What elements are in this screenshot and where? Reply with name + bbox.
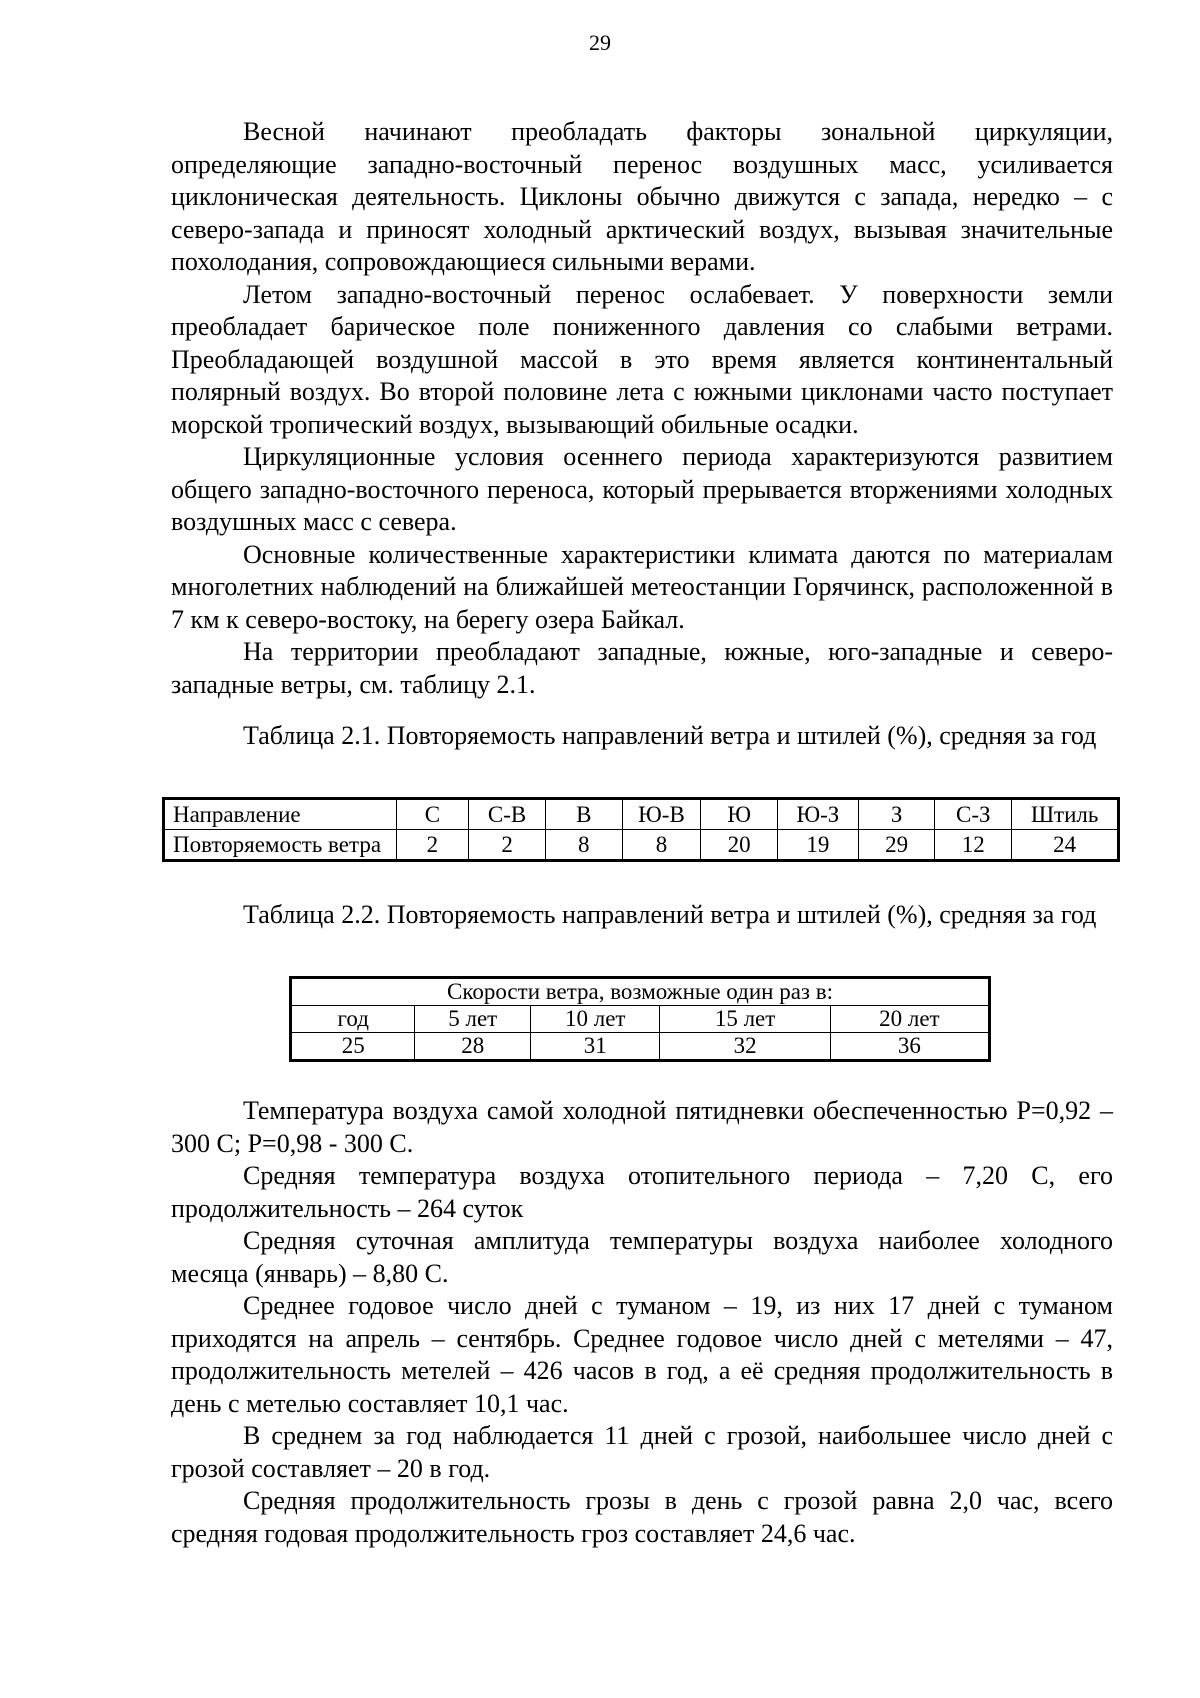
table1-caption-block	[171, 720, 1113, 753]
page-number: 29	[589, 30, 611, 55]
wind-direction-table	[162, 797, 1120, 862]
table-header-cell: Ю-З	[778, 799, 859, 830]
table-header-cell: З	[858, 799, 935, 830]
table-row	[164, 799, 1119, 830]
table1-caption: Таблица 2.1. Повторяемость направлений ветра и штилей (%), средняя за год	[243, 721, 1097, 750]
table-header-cell: Штиль	[1012, 799, 1119, 830]
table-cell: 25	[291, 1033, 415, 1061]
table-header-cell: С-В	[469, 799, 546, 830]
paragraph-winds: На территории преобладают западные, южные, юго-западные и северо-западные ветры, см. таблицу 2.1.	[171, 637, 1113, 699]
table-header-cell: В	[545, 799, 622, 830]
paragraph-fog-snowstorm: Среднее годовое число дней с туманом – 19, из них 17 дней с туманом приходятся на апрель – сентябрь. Среднее годовое число дней с метелями – 47, продолжительность метелей – 426 часов в год, а её средняя продолжительность в день с метелью составляет 10,1 час.	[171, 1291, 1113, 1418]
table-header-cell: 5 лет	[415, 1006, 531, 1033]
table2-caption: Таблица 2.2. Повторяемость направлений ветра и штилей (%), средняя за год	[243, 900, 1097, 929]
table-row	[291, 1033, 990, 1061]
table-cell: 8	[622, 830, 701, 861]
paragraph-thunderstorm-duration: Средняя продолжительность грозы в день с грозой равна 2,0 час, всего средняя годовая продолжительность гроз составляет 24,6 час.	[171, 1486, 1113, 1548]
table-header-cell: Ю	[701, 799, 778, 830]
table-cell: 2	[396, 830, 469, 861]
table-title-cell: Скорости ветра, возможные один раз в:	[291, 978, 990, 1006]
table-header-cell: 20 лет	[830, 1006, 989, 1033]
table-cell: 36	[830, 1033, 989, 1061]
table-cell: 2	[469, 830, 546, 861]
paragraph-summer: Летом западно-восточный перенос ослабевает. У поверхности земли преобладает барическое поле пониженного давления со слабыми ветрами. Преобладающей воздушной массой в это время является континентальный полярный воздух. Во второй половине лета с южными циклонами часто поступает морской тропический воздух, вызывающий обильные осадки.	[171, 279, 1113, 439]
table2-caption-block	[171, 899, 1113, 932]
table-header-cell: С-З	[935, 799, 1012, 830]
paragraph-heating-period: Средняя температура воздуха отопительного периода – 7,20 С, его продолжительность – 264 суток	[171, 1161, 1113, 1223]
table-cell: 32	[660, 1033, 830, 1061]
table-cell: 31	[531, 1033, 660, 1061]
table-cell: 29	[858, 830, 935, 861]
table-header-cell: Направление	[164, 799, 397, 830]
paragraph-thunderstorm-days: В среднем за год наблюдается 11 дней с грозой, наибольшее число дней с грозой составляет – 20 в год.	[171, 1421, 1113, 1483]
table-cell: 12	[935, 830, 1012, 861]
paragraph-cold-five-day: Температура воздуха самой холодной пятидневки обеспеченностью Р=0,92 – 300 С; Р=0,98 - 300 С.	[171, 1096, 1113, 1158]
table-cell: 24	[1012, 830, 1119, 861]
table-row	[164, 830, 1119, 861]
table-cell: 28	[415, 1033, 531, 1061]
table-row-label: Повторяемость ветра	[164, 830, 397, 861]
table-cell: 19	[778, 830, 859, 861]
table-header-cell: С	[396, 799, 469, 830]
wind-speed-table	[289, 976, 991, 1062]
table-header-cell: 15 лет	[660, 1006, 830, 1033]
table-header-cell: 10 лет	[531, 1006, 660, 1033]
paragraph-climate-source: Основные количественные характеристики климата даются по материалам многолетних наблюдений на ближайшей метеостанции Горячинск, расположенной в 7 км к северо-востоку, на берегу озера Байкал.	[171, 539, 1113, 634]
paragraph-spring: Весной начинают преобладать факторы зональной циркуляции, определяющие западно-восточный перенос воздушных масс, усиливается циклоническая деятельность. Циклоны обычно движутся с запада, нередко – с северо-запада и приносят холодный арктический воздух, вызывая значительные похолодания, сопровождающиеся сильными верами.	[171, 117, 1113, 276]
body-text-top	[171, 116, 1113, 701]
table-cell: 8	[545, 830, 622, 861]
table-cell: 20	[701, 830, 778, 861]
table-row	[291, 1006, 990, 1033]
paragraph-autumn: Циркуляционные условия осеннего периода характеризуются развитием общего западно-восточного переноса, который прерывается вторжениями холодных воздушных масс с севера.	[171, 442, 1113, 536]
body-text-bottom	[171, 1095, 1113, 1550]
table-row	[291, 978, 990, 1006]
paragraph-daily-amplitude: Средняя суточная амплитуда температуры воздуха наиболее холодного месяца (январь) – 8,80 С.	[171, 1226, 1113, 1288]
table-header-cell: год	[291, 1006, 415, 1033]
table-header-cell: Ю-В	[622, 799, 701, 830]
